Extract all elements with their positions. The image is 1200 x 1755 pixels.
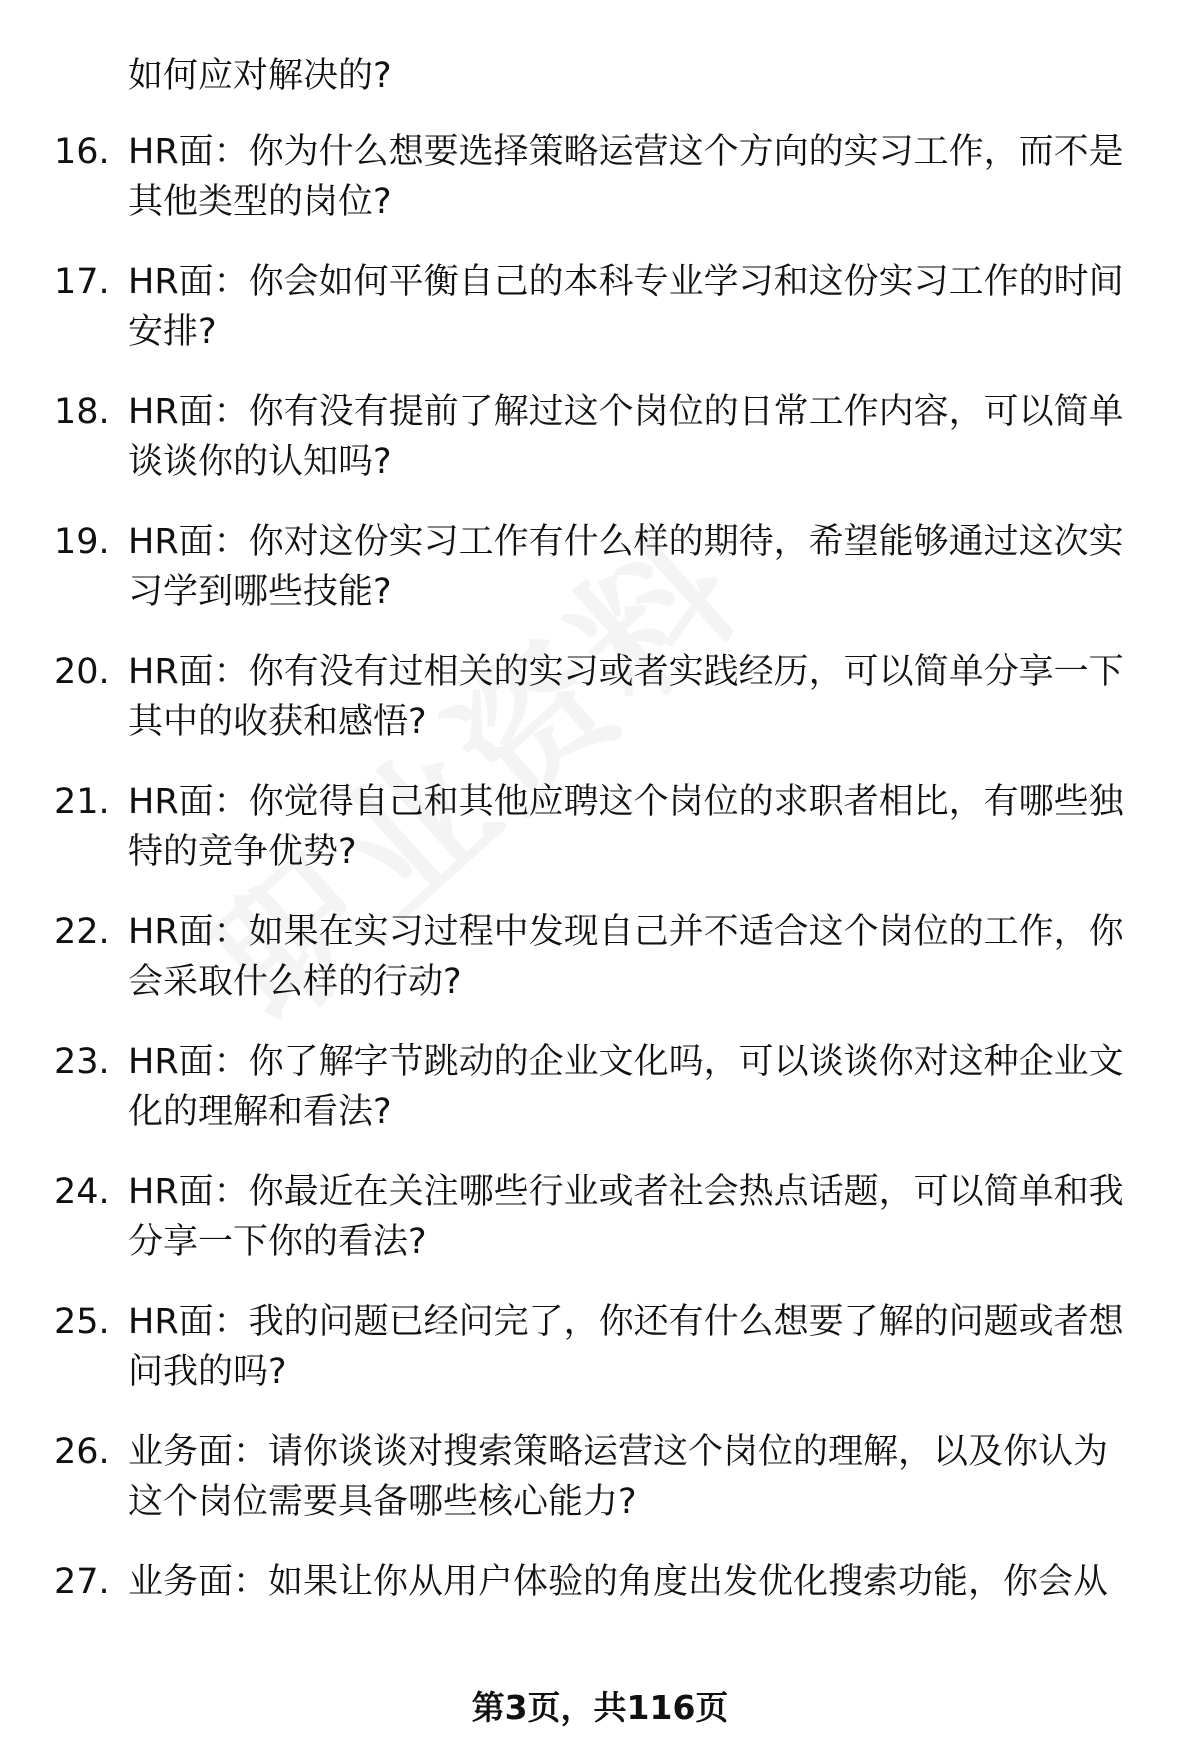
item-text-line: HR面：你有没有过相关的实习或者实践经历，可以简单分享一下 <box>128 652 1124 692</box>
item-number: 21. <box>54 782 110 822</box>
item-number: 24. <box>54 1172 110 1212</box>
item-text-line: HR面：你有没有提前了解过这个岗位的日常工作内容，可以简单 <box>128 392 1124 432</box>
item-text-line: 分享一下你的看法? <box>128 1222 427 1262</box>
page-number-footer: 第3页，共116页 <box>471 1688 729 1727</box>
item-text-line: HR面：你了解字节跳动的企业文化吗，可以谈谈你对这种企业文 <box>128 1042 1124 1082</box>
item-text-line: HR面：你会如何平衡自己的本科专业学习和这份实习工作的时间 <box>128 262 1124 302</box>
item-text-line: 业务面：如果让你从用户体验的角度出发优化搜索功能，你会从 <box>128 1562 1109 1602</box>
item-text-line: HR面：我的问题已经问完了，你还有什么想要了解的问题或者想 <box>128 1302 1124 1342</box>
item-text-line: 特的竞争优势? <box>128 832 357 872</box>
item-number: 20. <box>54 652 110 692</box>
item-text-line: 其他类型的岗位? <box>128 182 392 222</box>
item-text-line: 如何应对解决的? <box>128 56 392 96</box>
item-number: 18. <box>54 392 110 432</box>
item-text-line: 安排? <box>128 312 217 352</box>
item-number: 16. <box>54 132 110 172</box>
item-number: 25. <box>54 1302 110 1342</box>
item-text-line: HR面：你觉得自己和其他应聘这个岗位的求职者相比，有哪些独 <box>128 782 1124 822</box>
item-text-line: HR面：你最近在关注哪些行业或者社会热点话题，可以简单和我 <box>128 1172 1124 1212</box>
item-text-line: 这个岗位需要具备哪些核心能力? <box>128 1482 637 1522</box>
item-text-line: 谈谈你的认知吗? <box>128 442 392 482</box>
item-text-line: 其中的收获和感悟? <box>128 702 427 742</box>
item-number: 17. <box>54 262 110 302</box>
item-text-line: 会采取什么样的行动? <box>128 962 462 1002</box>
item-text-line: HR面：你为什么想要选择策略运营这个方向的实习工作，而不是 <box>128 132 1124 172</box>
item-number: 27. <box>54 1562 110 1602</box>
item-text-line: HR面：如果在实习过程中发现自己并不适合这个岗位的工作，你 <box>128 912 1124 952</box>
item-number: 19. <box>54 522 110 562</box>
item-text-line: HR面：你对这份实习工作有什么样的期待，希望能够通过这次实 <box>128 522 1124 562</box>
item-number: 26. <box>54 1432 110 1472</box>
item-number: 23. <box>54 1042 110 1082</box>
item-text-line: 化的理解和看法? <box>128 1092 392 1132</box>
item-text-line: 问我的吗? <box>128 1352 287 1392</box>
item-text-line: 习学到哪些技能? <box>128 572 392 612</box>
item-text-line: 业务面：请你谈谈对搜索策略运营这个岗位的理解，以及你认为 <box>128 1432 1109 1472</box>
item-number: 22. <box>54 912 110 952</box>
